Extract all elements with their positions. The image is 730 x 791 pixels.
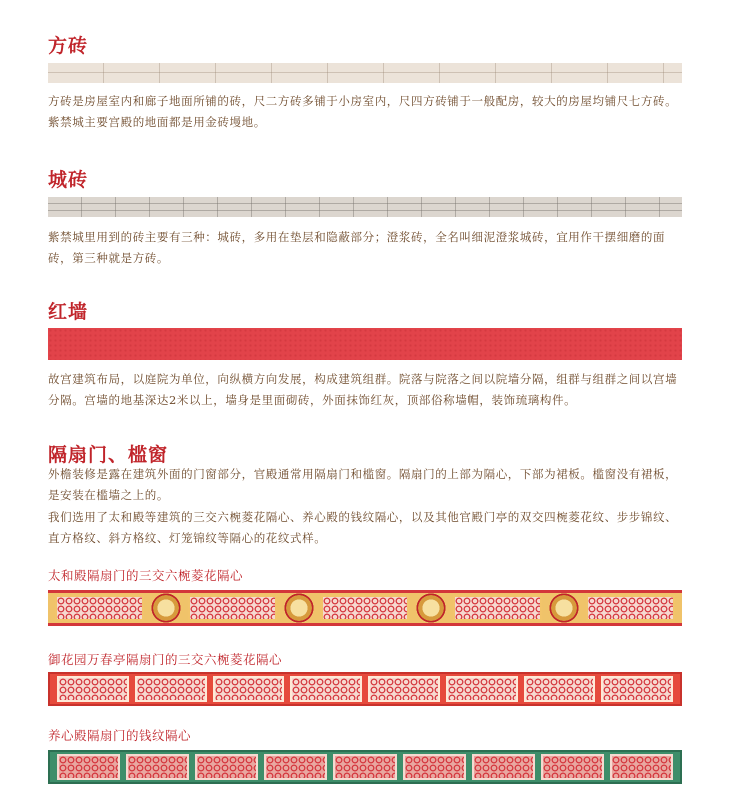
pattern-caption-taihedian: 太和殿隔扇门的三交六椀菱花隔心 [48, 568, 244, 583]
section-text-city-brick: 紫禁城里用到的砖主要有三种：城砖，多用在垫层和隐蔽部分；澄浆砖，全名叫细泥澄浆城砖，宜用作干摆细磨的面砖，第三种就是方砖。 [48, 230, 666, 265]
medallion-ornament [151, 593, 181, 623]
section-title-square-brick: 方砖 [48, 35, 89, 57]
lattice-panel [601, 676, 673, 702]
lattice-panel [586, 595, 675, 621]
lattice-panel [290, 676, 362, 702]
section-title-doors-windows: 隔扇门、槛窗 [48, 444, 169, 466]
section-title-city-brick: 城砖 [48, 169, 89, 191]
medallion-ornament [549, 593, 579, 623]
lattice-panel [541, 754, 604, 780]
lattice-panel [524, 676, 596, 702]
section-text-square-brick: 方砖是房屋室内和廊子地面所铺的砖，尺二方砖多铺于小房室内，尺四方砖铺于一般配房，较大的房屋均铺尺七方砖。紫禁城主要宫殿的地面都是用金砖墁地。 [48, 94, 678, 129]
red-wall-strip [48, 328, 682, 360]
lattice-panel [321, 595, 410, 621]
pattern-caption-wanchunting: 御花园万春亭隔扇门的三交六椀菱花隔心 [48, 652, 283, 667]
lattice-panel [135, 676, 207, 702]
section-text-doors-windows-2: 我们选用了太和殿等建筑的三交六椀菱花隔心、养心殿的钱纹隔心，以及其他官殿门亭的双交四椀菱花纹、步步锦纹、直方格纹、斜方格纹、灯笼锦纹等隔心的花纹式样。 [48, 510, 678, 545]
lattice-panel [188, 595, 277, 621]
lattice-panel [126, 754, 189, 780]
section-text-red-wall: 故宫建筑布局，以庭院为单位，向纵横方向发展，构成建筑组群。院落与院落之间以院墙分隔，组群与组群之间以宫墙分隔。宫墙的地基深达2米以上，墙身是里面砌砖，外面抹饰红灰，顶部俗称墙帽，装饰琉璃构件。 [48, 372, 678, 407]
lattice-panel [264, 754, 327, 780]
lattice-panel [57, 676, 129, 702]
lattice-panel [453, 595, 542, 621]
section-title-red-wall: 红墙 [48, 301, 89, 323]
medallion-ornament [416, 593, 446, 623]
lattice-panel [55, 595, 144, 621]
pattern-strip-taihedian [48, 590, 682, 626]
pattern-strip-wanchunting [48, 672, 682, 706]
lattice-panel [368, 676, 440, 702]
lattice-panel [472, 754, 535, 780]
city-brick-strip [48, 197, 682, 217]
lattice-panel [403, 754, 466, 780]
lattice-panel [333, 754, 396, 780]
pattern-strip-yangxindian [48, 750, 682, 784]
square-brick-strip [48, 63, 682, 83]
lattice-panel [446, 676, 518, 702]
lattice-panel [213, 676, 285, 702]
lattice-panel [57, 754, 120, 780]
medallion-ornament [284, 593, 314, 623]
pattern-caption-yangxindian: 养心殿隔扇门的钱纹隔心 [48, 728, 192, 743]
section-text-doors-windows-1: 外檐装修是露在建筑外面的门窗部分，官殿通常用隔扇门和槛窗。隔扇门的上部为隔心，下部为裙板。槛窗没有裙板，是安装在槛墙之上的。 [48, 467, 678, 502]
lattice-panel [610, 754, 673, 780]
lattice-panel [195, 754, 258, 780]
